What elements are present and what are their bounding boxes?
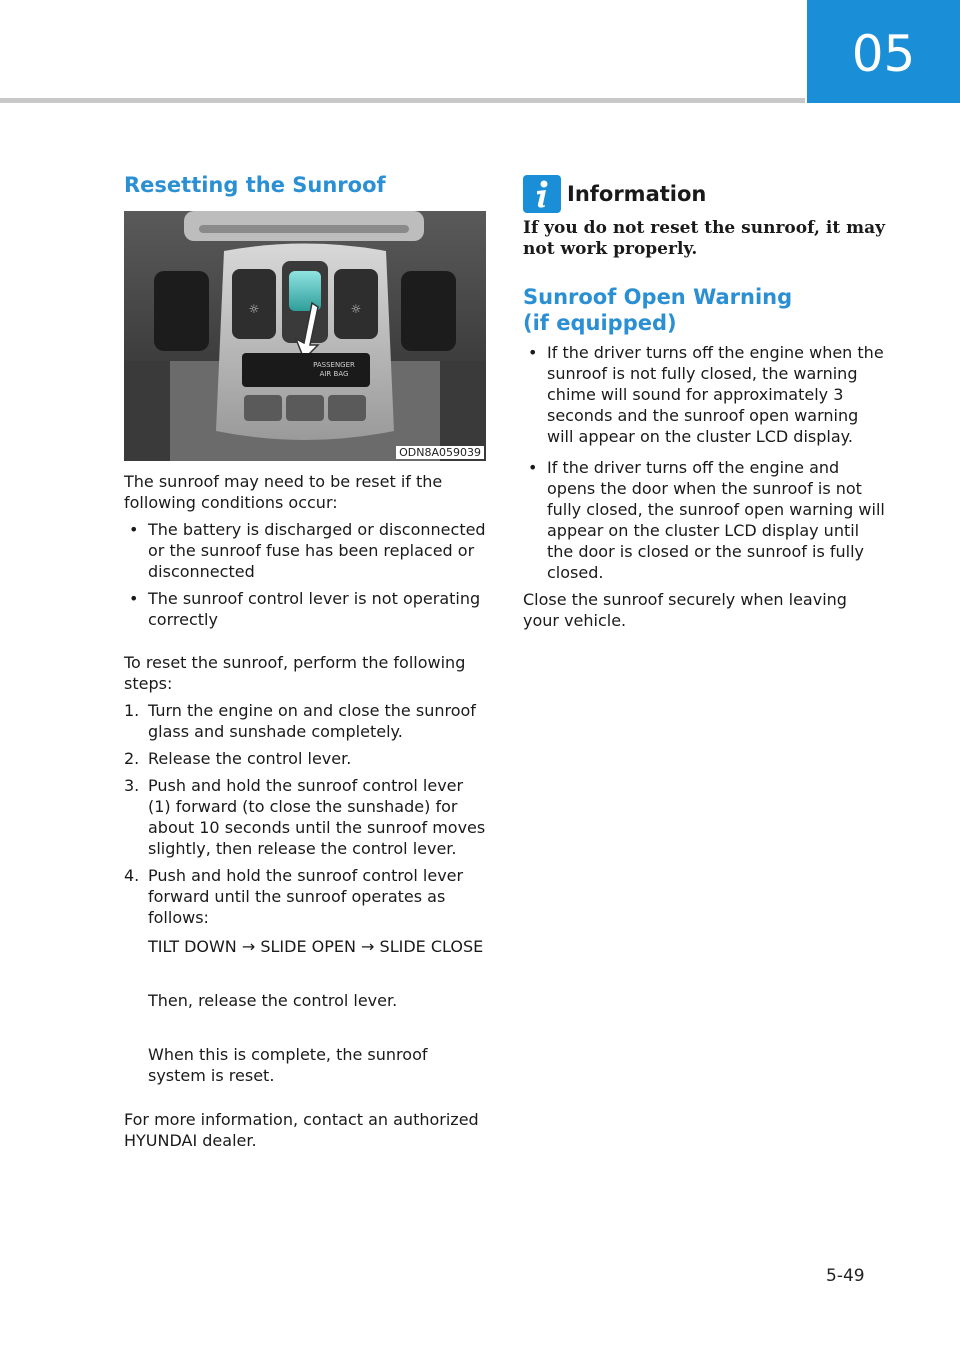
step-number: 3.: [124, 776, 140, 795]
step-item: [124, 748, 486, 769]
step-number: 1.: [124, 701, 140, 720]
info-icon: [523, 175, 561, 213]
warning-closing-text: Close the sunroof securely when leaving your vehicle.: [523, 590, 847, 630]
airbag-label-2: AIR BAG: [319, 370, 349, 378]
closing-text: For more information, contact an authorized HYUNDAI dealer.: [124, 1110, 479, 1150]
airbag-indicator-panel: [242, 353, 370, 387]
airbag-label-1: PASSENGER: [313, 361, 355, 369]
warning-item: • If the driver turns off the engine when the sunroof is not fully closed, the warning chime will sound for approximately 3 seconds and the sunroof open warning will appear on the cluster LCD display.: [523, 342, 885, 447]
step-text: Release the control lever.: [148, 749, 352, 768]
steps-intro: To reset the sunroof, perform the following steps:: [124, 653, 466, 693]
warning-list: [523, 342, 885, 583]
bottom-button-2: [286, 395, 324, 421]
page-number: 5-49: [826, 1266, 865, 1286]
right-column: [523, 174, 885, 631]
step4-then: Then, release the control lever.: [148, 991, 398, 1010]
intro-text: The sunroof may need to be reset if the following conditions occur:: [124, 472, 443, 512]
step-text: Push and hold the sunroof control lever forward until the sunroof operates as follows:: [148, 866, 464, 927]
information-title: Information: [567, 182, 707, 206]
section-heading-resetting: Resetting the Sunroof: [124, 173, 386, 197]
svg-text:☼: ☼: [350, 302, 362, 316]
warning-item: • If the driver turns off the engine and opens the door when the sunroof is not fully closed, the sunroof open warning will appear on the cluster LCD display until the door is closed or the sunroof is fully closed.: [523, 457, 885, 583]
right-map-lamp: [401, 271, 456, 351]
step-number: 2.: [124, 749, 140, 768]
conditions-list: [124, 519, 486, 630]
section-heading-warning: [523, 284, 885, 336]
information-box-header: [523, 174, 885, 214]
step-number: 4.: [124, 866, 140, 885]
header-rule: [0, 98, 805, 103]
overhead-console-illustration: [124, 211, 486, 461]
step-item: [124, 700, 486, 742]
reset-steps-list: [124, 700, 486, 928]
step4-done: When this is complete, the sunroof system is reset.: [148, 1045, 428, 1085]
step-text: Push and hold the sunroof control lever (1) forward (to close the sunshade) for about 10 seconds until the sunroof moves slightly, then release the control lever.: [148, 776, 486, 858]
information-text: If you do not reset the sunroof, it may not work properly.: [523, 218, 885, 259]
step-item: [124, 775, 486, 859]
warning-heading-line-2: (if equipped): [523, 311, 677, 335]
step-item: [124, 865, 486, 928]
condition-item: • The battery is discharged or disconnected or the sunroof fuse has been replaced or disconnected: [124, 519, 486, 582]
figure-code: ODN8A059039: [396, 446, 484, 459]
left-map-lamp: [154, 271, 209, 351]
chapter-tab: [807, 0, 960, 103]
step-text: Turn the engine on and close the sunroof glass and sunshade completely.: [148, 701, 476, 741]
bottom-button-1: [244, 395, 282, 421]
step4-sequence: TILT DOWN → SLIDE OPEN → SLIDE CLOSE: [148, 937, 484, 956]
svg-text:☼: ☼: [248, 302, 260, 316]
warning-heading-line-1: Sunroof Open Warning: [523, 285, 793, 309]
bottom-button-3: [328, 395, 366, 421]
condition-item: • The sunroof control lever is not operating correctly: [124, 588, 486, 630]
left-column: [124, 172, 486, 1151]
sunroof-console-figure: [124, 211, 486, 461]
chapter-number: 05: [851, 24, 916, 83]
